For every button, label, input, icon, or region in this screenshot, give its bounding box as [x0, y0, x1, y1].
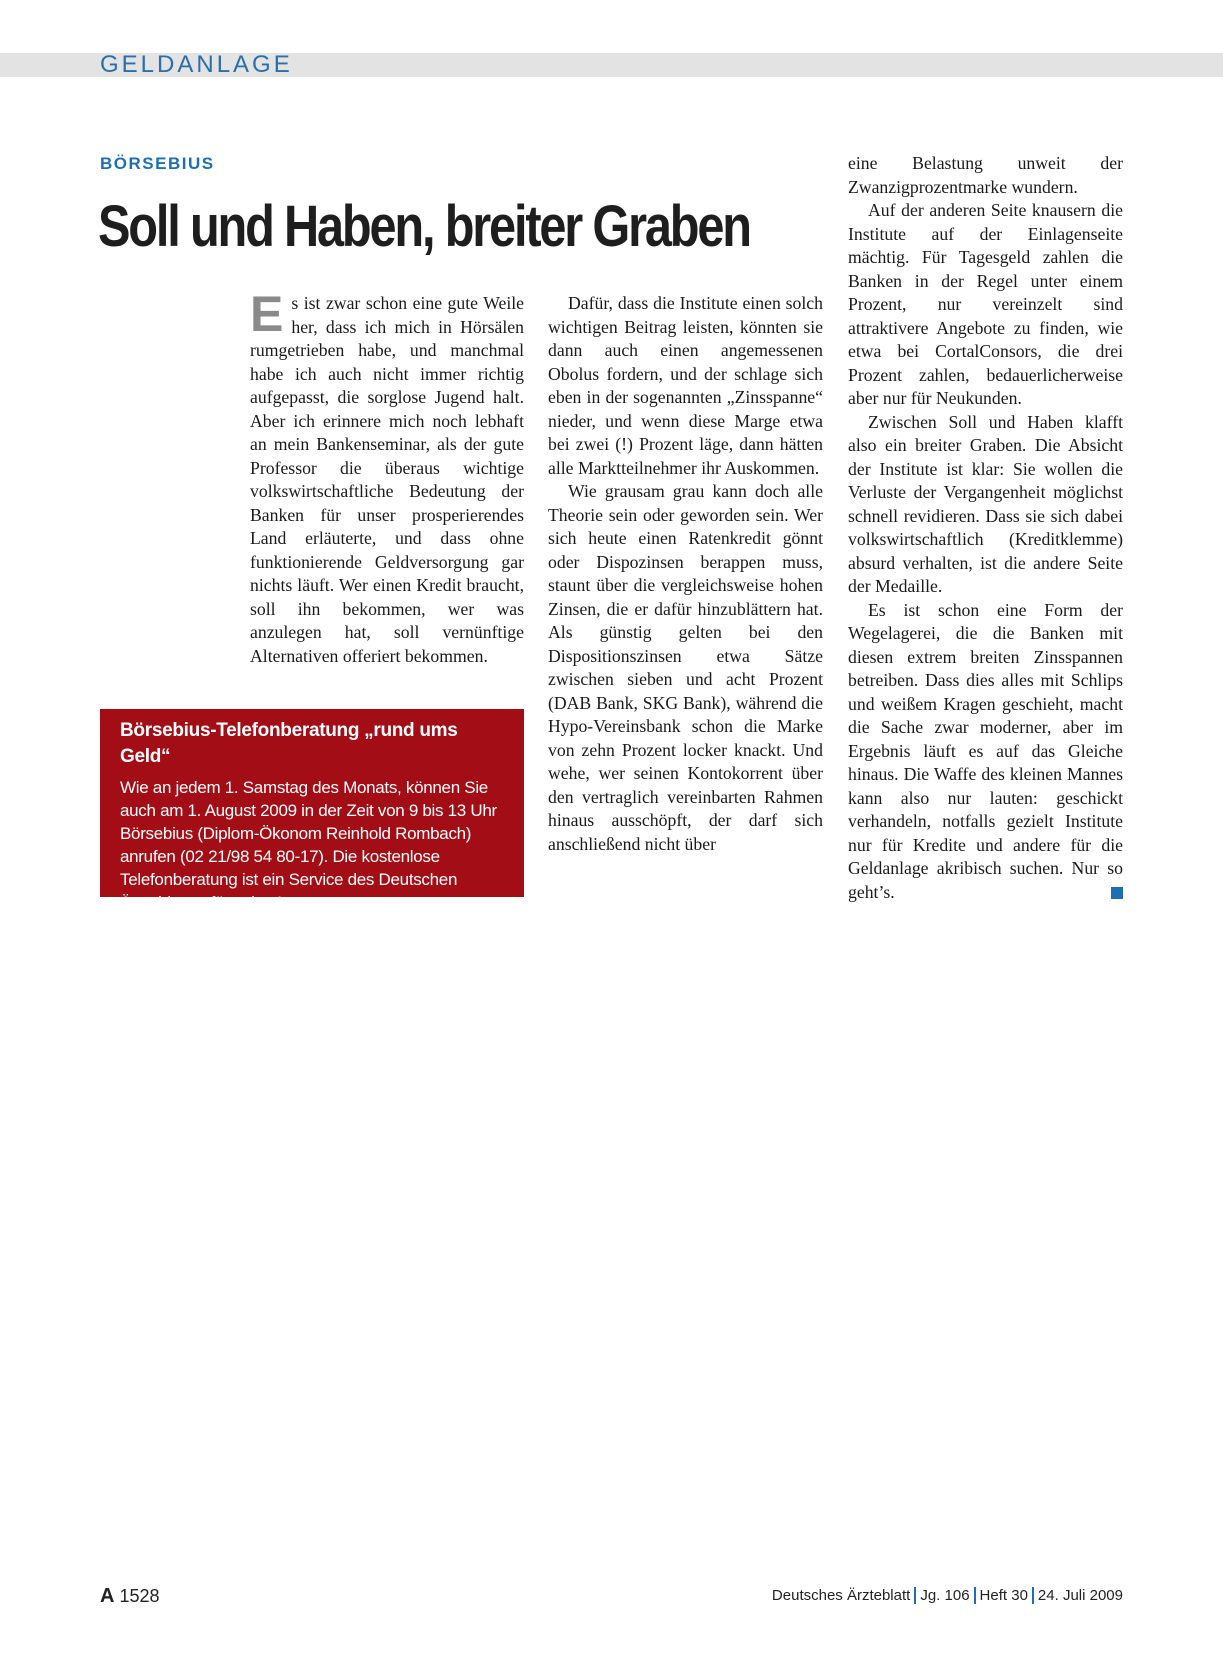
article-paragraph: Dafür, dass die Institute einen solch wichtigen Beitrag leisten, könnten sie dann auch einen angemessenen Obolus fordern, und der schlage sich eben in der sogenannten „Zinsspanne“ nieder, und wenn diese Marge etwa bei zwei (!) Prozent läge, dann hätten alle Marktteilnehmer ihr Auskommen. [548, 293, 823, 478]
article-column-3 [848, 152, 1123, 904]
issue: Heft 30 [979, 1587, 1028, 1604]
article-paragraph [250, 286, 524, 668]
issue-date: 24. Juli 2009 [1037, 1587, 1123, 1604]
article-column-1 [250, 286, 524, 668]
article-paragraph: Wie grausam grau kann doch alle Theorie sein oder geworden sein. Wer sich heute einen Ratenkredit gönnt oder Dispozinsen berappen muss, staunt über die vergleichsweise hohen Zinsen, die er dafür hinzublättern hat. Als günstig gelten bei den Dispositionszinsen etwa Sätze zwischen sieben und acht Prozent (DAB Bank, SKG Bank), während die Hypo-Vereinsbank schon die Marke von zehn Prozent locker knackt. Und wehe, wer seinen Kontokorrent über den vertraglich vereinbarten Rahmen hinaus ausschöpft, der darf sich anschließend nicht über [548, 481, 823, 854]
page-number [100, 1585, 160, 1608]
info-box-title: Börsebius-Telefonberatung „rund ums Geld“ [120, 720, 458, 767]
info-box-body: Wie an jedem 1. Samstag des Monats, können Sie auch am 1. August 2009 in der Zeit von 9 bis 13 Uhr Börsebius (Diplom-Ökonom Reinhold Rombach) anrufen (02 21/98 54 80-17). Die kostenlose Telefonberatung ist ein Service des Deutschen Ärzteblattes für seine Leser. [120, 778, 497, 912]
article-paragraph [848, 599, 1123, 905]
section-label: GELDANLAGE [100, 51, 293, 78]
end-mark-icon [1111, 887, 1123, 899]
paragraph-text: s ist zwar schon eine gute Weile her, dass ich mich in Hörsälen rumgetrieben habe, und manchmal habe ich auch nicht immer richtig aufgepasst, die sorglose Jugend halt. Aber ich erinnere mich noch lebhaft an mein Bankenseminar, als der gute Professor die überaus wichtige volkswirtschaftliche Bedeutung der Banken für unser prosperierendes Land erläuterte, und dass ohne funktionierende Geldversorgung gar nichts läuft. Wer einen Kredit braucht, soll ihn bekommen, wer was anzulegen hat, soll vernünftige Alternativen offeriert bekommen. [250, 293, 524, 666]
separator [974, 1587, 976, 1604]
info-box [100, 709, 524, 912]
separator [914, 1587, 916, 1604]
page-number-value: 1528 [119, 1586, 160, 1606]
dropcap: E [250, 286, 284, 342]
paragraph-text: Es ist schon eine Form der Wegelagerei, die die Banken mit diesen extrem breiten Zinsspannen betreiben. Dass dies alles mit Schlips und weißem Kragen geschieht, macht die Sache zwar moderner, aber im Ergebnis läuft es auf das Gleiche hinaus. Die Waffe des kleinen Mannes kann also nur lauten: geschickt verhandeln, notfalls gezielt Institute nur für Kredite und andere für die Geldanlage akribisch suchen. Nur so geht’s. [848, 599, 1123, 902]
article-column-2 [548, 292, 823, 856]
article-headline: Soll und Haben, breiter Graben [98, 194, 750, 259]
article-paragraph: Zwischen Soll und Haben klafft also ein breiter Graben. Die Absicht der Institute ist klar: Sie wollen die Verluste der Vergangenheit möglichst schnell revidieren. Dass sie sich dabei volkswirtschaftlich (Kreditklemme) absurd verhalten, ist die andere Seite der Medaille. [848, 411, 1123, 596]
footer-citation [772, 1587, 1123, 1604]
article-paragraph: Auf der anderen Seite knausern die Institute auf der Einlagenseite mächtig. Für Tagesgeld zahlen die Banken in der Regel unter einem Prozent, nur vereinzelt sind attraktivere Angebote zu finden, wie etwa bei CortalConsors, die drei Prozent zahlen, bedauerlicherweise aber nur für Neukunden. [848, 200, 1123, 408]
article-paragraph: eine Belastung unweit der Zwanzigprozentmarke wundern. [848, 153, 1123, 197]
separator [1032, 1587, 1034, 1604]
page-prefix: A [100, 1585, 115, 1607]
article-kicker: BÖRSEBIUS [100, 154, 215, 173]
volume: Jg. 106 [920, 1587, 970, 1604]
journal-name: Deutsches Ärzteblatt [771, 1587, 911, 1604]
